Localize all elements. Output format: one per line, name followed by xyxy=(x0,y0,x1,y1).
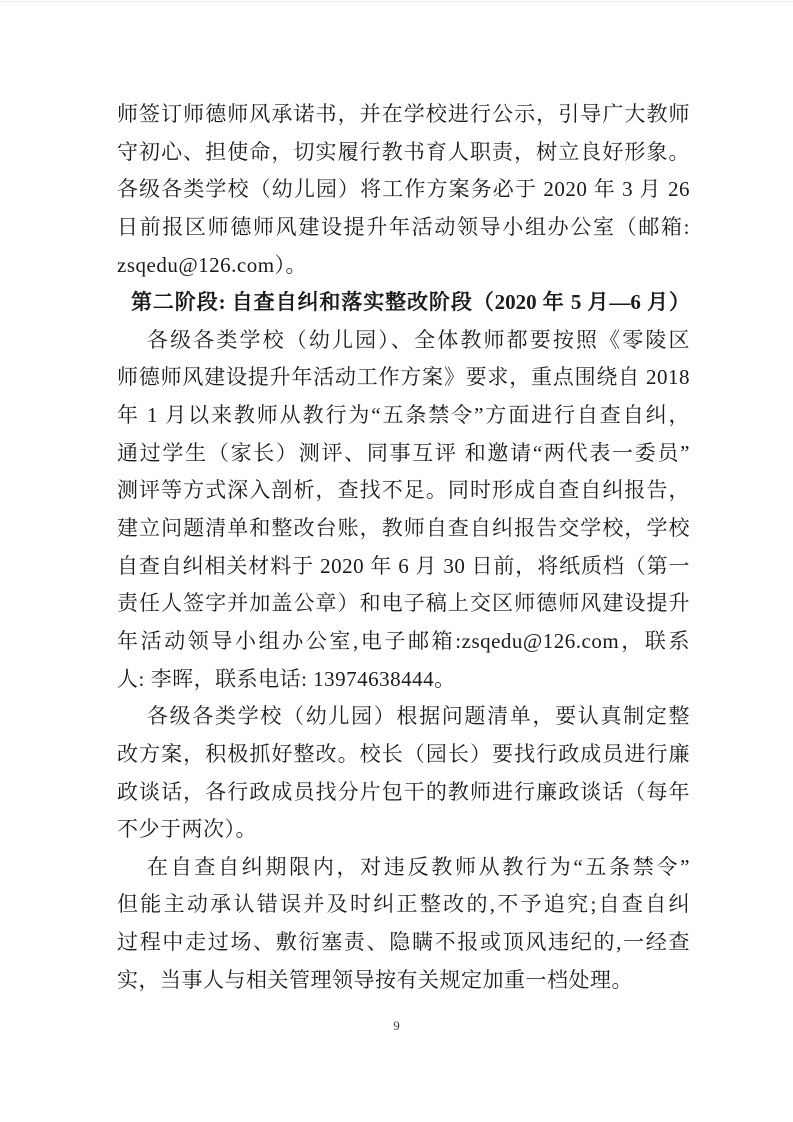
text-line: 改方案，积极抓好整改。校长（园长）要找行政成员进行廉 xyxy=(117,741,690,766)
text-line: 但能主动承认错误并及时纠正整改的,不予追究;自查自纠 xyxy=(117,892,690,917)
text-line: 建立问题清单和整改台账，教师自查自纠报告交学校，学校 xyxy=(117,516,690,541)
text-line: 师德师风建设提升年活动工作方案》要求，重点围绕自 2018 xyxy=(117,365,690,390)
text-line: 各级各类学校（幼儿园）根据问题清单，要认真制定整 xyxy=(147,704,690,729)
text-line: 不少于两次）。 xyxy=(117,817,257,842)
text-line: 自查自纠相关材料于 2020 年 6 月 30 日前，将纸质档（第一 xyxy=(117,553,690,578)
heading-line: 第二阶段: 自查自纠和落实整改阶段（2020 年 5 月—6 月） xyxy=(131,290,690,315)
page-number: 9 xyxy=(393,1018,400,1033)
text-line: 守初心、担使命，切实履行教书育人职责，树立良好形象。 xyxy=(117,139,690,164)
text-line: 政谈话，各行政成员找分片包干的教师进行廉政谈话（每年 xyxy=(117,779,690,804)
text-line: 通过学生（家长）测评、同事互评 和邀请“两代表一委员” xyxy=(117,440,690,465)
document-body xyxy=(117,96,690,999)
paragraph-self-inspection xyxy=(117,322,690,698)
text-line: 日前报区师德师风建设提升年活动领导小组办公室（邮箱: xyxy=(117,214,690,239)
text-line: 过程中走过场、敷衍塞责、隐瞒不报或顶风违纪的,一经查 xyxy=(117,930,690,955)
text-line: 责任人签字并加盖公章）和电子稿上交区师德师风建设提升 xyxy=(117,591,690,616)
paragraph-continuation xyxy=(117,96,690,284)
text-line: 各级各类学校（幼儿园）将工作方案务必于 2020 年 3 月 26 xyxy=(117,177,690,202)
paragraph-discipline xyxy=(117,849,690,1000)
stage-two-heading xyxy=(117,284,690,322)
text-line: 人: 李晖，联系电话: 13974638444。 xyxy=(117,666,456,691)
paragraph-rectification xyxy=(117,698,690,849)
text-line: 测评等方式深入剖析，查找不足。同时形成自查自纠报告， xyxy=(117,478,690,503)
text-line: zsqedu@126.com）。 xyxy=(117,252,308,277)
text-line: 年活动领导小组办公室,电子邮箱:zsqedu@126.com，联系 xyxy=(117,628,690,653)
text-line: 实，当事人与相关管理领导按有关规定加重一档处理。 xyxy=(117,967,633,992)
text-line: 各级各类学校（幼儿园）、全体教师都要按照《零陵区 xyxy=(147,327,690,352)
text-line: 年 1 月以来教师从教行为“五条禁令”方面进行自查自纠， xyxy=(117,403,690,428)
text-line: 师签订师德师风承诺书，并在学校进行公示，引导广大教师 xyxy=(117,102,690,126)
text-line: 在自查自纠期限内，对违反教师从教行为“五条禁令” xyxy=(147,854,690,879)
scan-edge-artifact xyxy=(0,1,793,2)
